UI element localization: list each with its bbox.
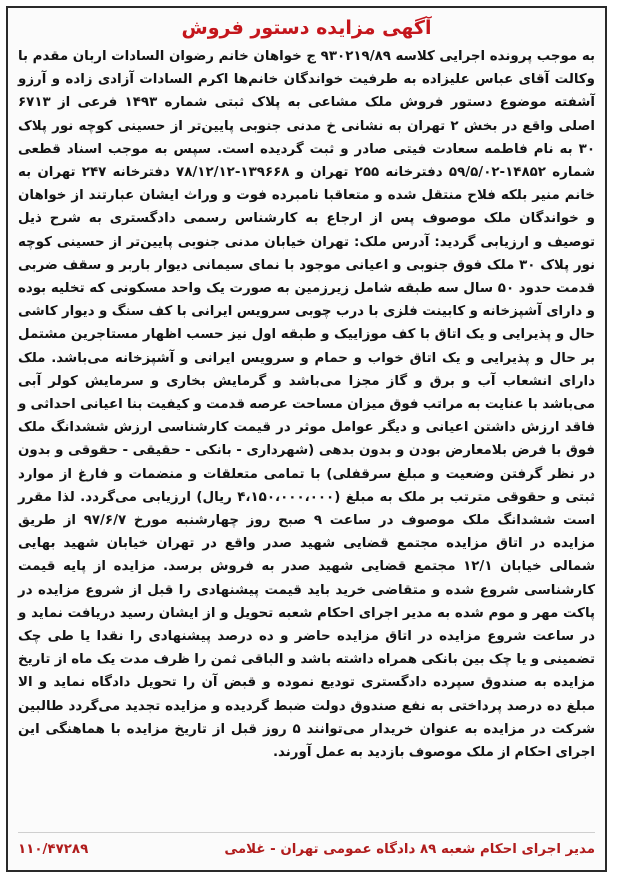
notice-title: آگهی مزایده دستور فروش [181, 17, 432, 39]
footer-divider [18, 832, 595, 833]
signature-line: مدیر اجرای احکام شعبه ۸۹ دادگاه عمومی تهران - غلامی [224, 841, 595, 857]
notice-footer [18, 836, 595, 862]
auction-notice [6, 6, 607, 872]
reference-code: ۱۱۰/۴۷۲۸۹ [18, 841, 89, 857]
notice-body: به موجب پرونده اجرایی کلاسه ۹۳۰۲۱۹/۸۹ ج خواهان خانم رضوان السادات اربان مقدم با وکالت آقای عباس علیزاده به طرفیت خواندگان خانم‌ها اکرم السادات آزادی زاده و آرزو آشفته موضوع دستور فروش ملک مشاعی به پلاک ثبتی شماره ۱۴۹۳ فرعی از ۶۷۱۳ اصلی واقع در بخش ۲ تهران به نشانی خ مدنی جنوبی پایین‌تر از حسینی کوچه نور پلاک ۳۰ به نام فاطمه سعادت فیتی صادر و ثبت گردیده است. سپس به موجب اسناد قطعی شماره ۱۴۸۵۲-۵۹/۵/۰۲ دفترخانه ۲۵۵ تهران و ۱۳۹۶۶۸-۷۸/۱۲/۱۲ دفترخانه ۲۴۷ تهران به خانم منیر بلکه فلاح منتقل شده و متعاقبا نامبرده فوت و وراث ایشان عبارتند از خواهان و خواندگان ملک موصوف پس از ارجاع به کارشناس رسمی دادگستری به شرح ذیل توصیف و ارزیابی گردید: آدرس ملک: تهران خیابان مدنی جنوبی پایین‌تر از حسینی کوچه نور پلاک ۳۰ ملک فوق جنوبی و اعیانی موجود با نمای سیمانی دیوار باربر و سقف ضربی قدمت حدود ۵۰ سال سه طبقه شامل زیرزمین به صورت یک واحد مسکونی که تخلیه بوده و دارای آشپزخانه و کابینت فلزی با درب چوبی سرویس ایرانی با کف سنگ و دیوار کاشی حال و پذیرایی و یک اتاق با کف موزاییک و طبقه اول نیز حسب اظهار مستاجرین مشتمل بر حال و پذیرایی و یک اتاق خواب و حمام و سرویس ایرانی و آشپزخانه می‌باشد. ملک دارای انشعاب آب و برق و گاز مجزا می‌باشد و گرمایش بخاری و سرمایش کولر آبی می‌باشد با عنایت به مراتب فوق میزان مساحت عرصه قدمت و کیفیت بنا اعیانی احداثی و فاقد ارزش داشتن اعیانی و دیگر عوامل موثر در قیمت کارشناسی ارزش ششدانگ ملک فوق با فرض بلامعارض بودن و بدون بدهی (شهرداری - بانکی - حقیقی - حقوقی و بدون در نظر گرفتن وضعیت و مبلغ سرقفلی) با تمامی متعلقات و منضمات و فارغ از موارد ثبتی و حقوقی مترتب بر ملک به مبلغ (۴،۱۵۰،۰۰۰،۰۰۰ ریال) ارزیابی می‌گردد. لذا مقرر است ششدانگ ملک موصوف در ساعت ۹ صبح روز چهارشنبه مورخ ۹۷/۶/۷ از طریق مزایده در اتاق مزایده مجتمع قضایی شهید صدر واقع در تهران خیابان شهید بهایی شمالی خیابان ۱۲/۱ مجتمع قضایی شهید صدر به فروش برسد. مزایده از پایه قیمت کارشناسی شروع شده و متقاضی خرید باید قیمت پیشنهادی را قبل از شروع مزایده در پاکت مهر و موم شده به مدیر اجرای احکام شعبه تحویل و از ایشان رسید دریافت نماید و در ساعت شروع مزایده در اتاق مزایده حاضر و ده درصد پیشنهادی را نقدا یا طی چک تضمینی و یا چک بین بانکی همراه داشته باشد و الباقی ثمن را ظرف مدت یک ماه از تاریخ مزایده به صندوق سپرده دادگستری تودیع نموده و قبض آن را تحویل دادگاه نماید و الا مبلغ ده درصد پرداختی به نفع صندوق دولت ضبط گردیده و مزایده تجدید می‌گردد طالبین شرکت در مزایده به عنوان خریدار می‌توانند ۵ روز قبل از تاریخ مزایده با هماهنگی این اجرای احکام از ملک موصوف بازدید به عمل آورند. [18, 49, 596, 761]
